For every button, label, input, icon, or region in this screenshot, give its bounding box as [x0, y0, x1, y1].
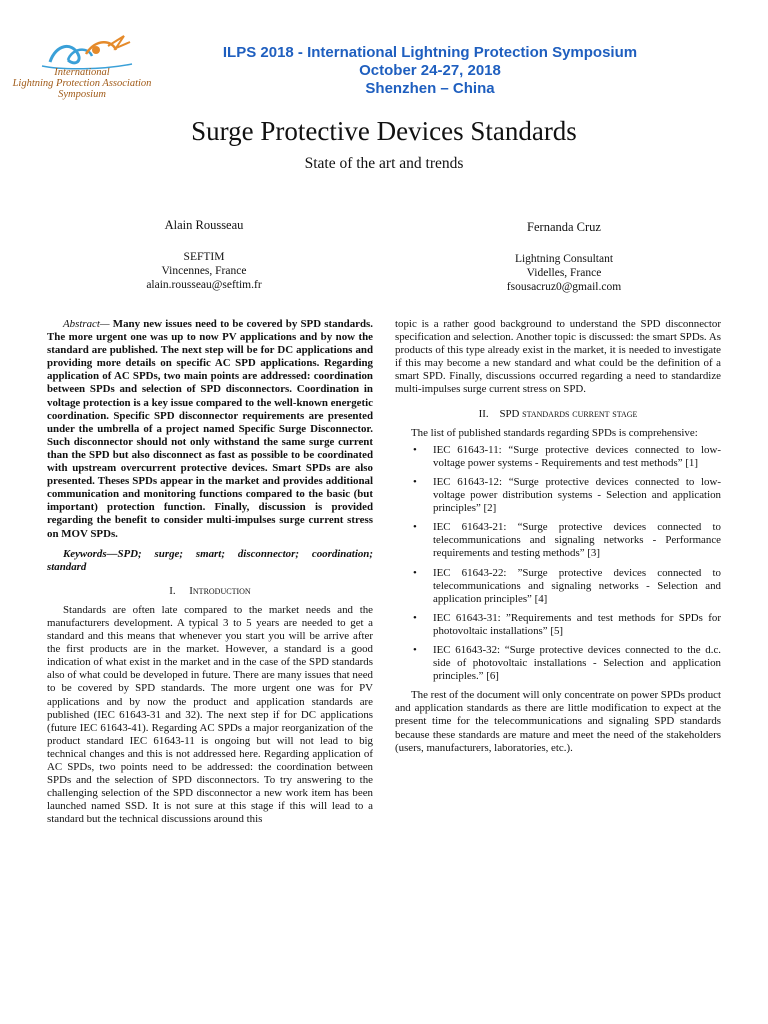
bullet-icon: • — [413, 521, 417, 534]
section-title: Introduction — [189, 584, 251, 597]
bullet-icon: • — [413, 643, 417, 656]
list-item — [395, 567, 721, 606]
bullet-icon: • — [413, 611, 417, 624]
author-affiliation: Lightning Consultant — [514, 253, 614, 265]
author-location: Videlles, France — [526, 267, 602, 279]
author-email: fsousacruz0@gmail.com — [506, 281, 622, 293]
list-item — [395, 612, 721, 638]
logo-line-3: Symposium — [58, 89, 106, 100]
banner-line-3: Shenzhen – China — [365, 80, 495, 97]
list-item-text: IEC 61643-22: ”Surge protective devices connected to telecommunications and signaling networks - Selection and application principles” [4] — [433, 566, 721, 605]
bullet-icon: • — [413, 566, 417, 579]
author-name: Fernanda Cruz — [527, 220, 601, 234]
section-number: I. — [169, 584, 176, 597]
banner-line-2: October 24-27, 2018 — [359, 62, 501, 79]
author-email: alain.rousseau@seftim.fr — [146, 279, 262, 291]
author-affiliation: SEFTIM — [183, 251, 225, 263]
logo-line-2: Lightning Protection Association — [12, 78, 152, 89]
closing-paragraph: The rest of the document will only concentrate on power SPDs product and application standards as there are little modification to expect at the present time for the telecommunications and signaling SPD standards because these standards are mature and meet the need of the stakeholders (users, manufacturers, laboratories, etc.). — [395, 689, 722, 754]
paper-subtitle: State of the art and trends — [304, 155, 464, 172]
list-item-text: IEC 61643-11: “Surge protective devices connected to low-voltage power systems - Requirements and test methods” [1] — [433, 443, 721, 469]
logo-text — [12, 67, 152, 100]
banner-line-1: ILPS 2018 - International Lightning Protection Symposium — [222, 44, 638, 61]
continued-paragraph: topic is a rather good background to understand the SPD disconnector specification and selection. Another topic is discussed: the smart SPDs. As products of this type already exist in the market, it is needed to investigate if this may become a new standard and what could be the definition of a smart SPD. Finally, discussions occurred regarding a need to standardize multi-impulses surge current stress on SPD. — [395, 318, 721, 396]
list-item-text: IEC 61643-31: ”Requirements and test methods for SPDs for photovoltaic installations” [5] — [433, 611, 721, 637]
section-heading-spd-standards — [395, 408, 721, 421]
section-number: II. — [478, 407, 489, 420]
author-block-1 — [104, 218, 304, 292]
list-item-text: IEC 61643-32: “Surge protective devices connected to the d.c. side of photovoltaic installations - Selection and application principles.” [6] — [433, 643, 721, 683]
section-heading-introduction — [47, 585, 373, 598]
abstract-label: Abstract— — [63, 318, 110, 330]
author-block-2 — [464, 220, 664, 294]
keywords: Keywords—SPD; surge; smart; disconnector; coordination; standard — [47, 547, 373, 573]
section-intro: The list of published standards regarding SPDs is comprehensive: — [411, 426, 698, 439]
logo-line-1: International — [54, 67, 110, 78]
bullet-icon: • — [413, 475, 417, 488]
list-item-text: IEC 61643-12: “Surge protective devices connected to low-voltage power distribution systems - Selection and application principles” [2] — [433, 475, 721, 515]
list-item — [395, 521, 721, 560]
introduction-paragraph: Standards are often late compared to the market needs and the manufacturers development. A typical 3 to 5 years are needed to get a standard and this means that whenever you start you will be arrive after the first products are in the market. However, a standard is a good indication of what exist in the market and in the case of the SPD standards also of what could be developed in future. There are many issues that need to be covered by SPD standards. The more urgent one was for PV applications and by now the product and application standards are published (IEC 61643-31 and 32). The next step if for DC applications (future IEC 61643-41). Regarding AC SPDs a major reorganization of the product standard IEC 61643-11 is ongoing but will not lead to big technical changes and this is not addressed here. Regarding application of AC SPDs, two points need to be addressed: the coordination between SPDs and the selection of SPD disconnectors. To try answering to the challenging selection of the SPD disconnector a new work item has been launched named SSD. It is not sure at this stage if this will lead to a standard but the technical discussions around this — [47, 603, 373, 826]
ilpa-logo — [12, 34, 162, 102]
bullet-icon: • — [413, 443, 417, 456]
list-item-text: IEC 61643-21: “Surge protective devices connected to telecommunications and signaling networks - Performance requirements and testing methods” [3] — [433, 521, 721, 560]
left-column — [47, 318, 373, 826]
standards-list — [395, 444, 721, 684]
right-column — [395, 318, 721, 755]
list-item — [395, 444, 721, 470]
list-item — [395, 644, 721, 683]
author-name: Alain Rousseau — [164, 218, 244, 232]
abstract — [47, 318, 373, 541]
section-title: SPD standards current stage — [499, 407, 638, 420]
author-location: Vincennes, France — [161, 265, 247, 277]
conference-banner — [150, 44, 710, 98]
list-item — [395, 476, 721, 515]
abstract-text: Many new issues need to be covered by SPD standards. The more urgent one was up to now PV applications and by now the standard are published. The next step will be for DC applications and providing more details on specific AC SPD applications. Regarding application of AC SPDs, two main points are addressed: coordination between SPDs and selection of SPD disconnectors. Coordination in voltage protection is a key issue compared to the well-known energetic coordination. Specific SPD disconnector requirements are presented under the umbrella of a project named Specific Surge Disconnector. Such disconnector should not only withstand the same surge current than the SPD but also disconnect as fast as possible to be coordinated with upstream overcurrent protective devices. Smart SPDs are also presented. Theses SPDs appear in the market and provides additional communication and monitoring functions compared to the basic (but important) protection function. Finally, discussion is provided regarding the benefit to consider multi-impulses surge current stress on MOV SPDs. — [47, 318, 373, 540]
paper-title: Surge Protective Devices Standards — [191, 116, 577, 146]
